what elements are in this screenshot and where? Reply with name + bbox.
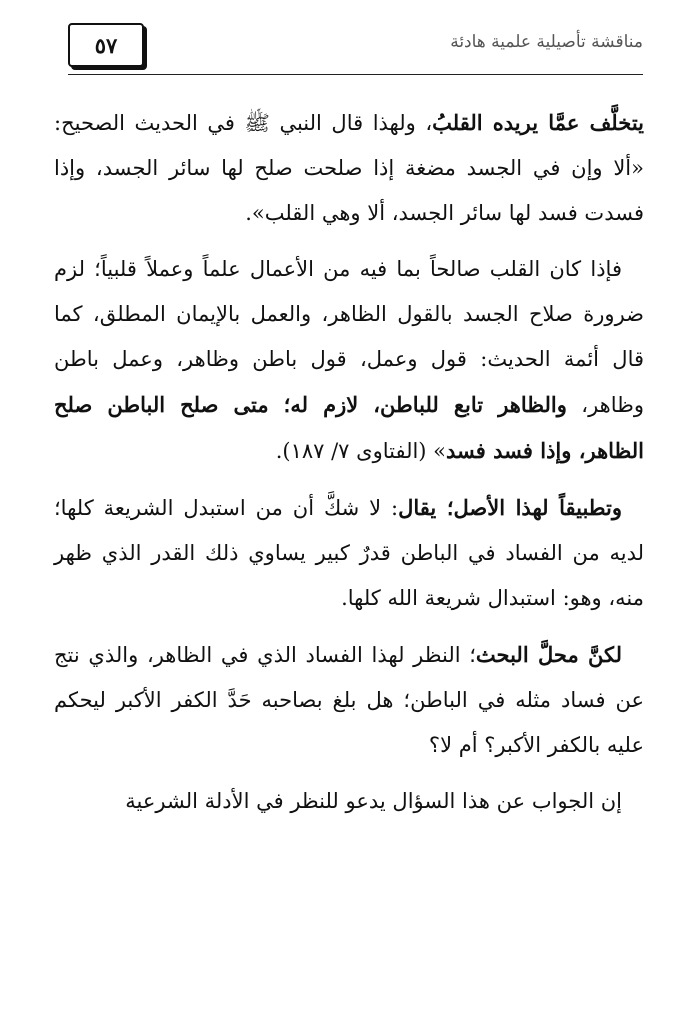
bold-phrase: والظاهر تابع للباطن، لازم له؛ متى صلح الباطن صلح الظاهر، وإذا فسد فسد	[54, 392, 644, 463]
paragraph-text: إن الجواب عن هذا السؤال يدعو للنظر في الأدلة الشرعية	[125, 789, 622, 813]
paragraph-text: : لا شكَّ أن من استبدل الشريعة كلها؛ لديه من الفساد في الباطن قدرٌ كبير يساوي ذلك القدر الذي ظهر منه، وهو: استبدال شريعة الله كلها.	[54, 496, 644, 610]
bold-phrase: يتخلَّف عمَّا يريده القلبُ	[432, 110, 644, 135]
paragraph-2	[54, 247, 644, 474]
paragraph-3	[54, 485, 644, 621]
page-number-box	[68, 23, 144, 67]
bold-phrase: وتطبيقاً لهذا الأصل؛ يقال	[398, 495, 622, 520]
paragraph-1	[54, 100, 644, 236]
paragraph-5	[54, 779, 644, 824]
paragraph-text: » (الفتاوى ٧/ ١٨٧).	[275, 439, 447, 463]
paragraph-text: ، ولهذا قال النبي ﷺ في الحديث الصحيح: «ألا وإن في الجسد مضغة إذا صلحت صلح لها سائر الجسد، وإذا فسدت فسد لها سائر الجسد، ألا وهي القلب».	[54, 111, 644, 225]
running-title: مناقشة تأصيلية علمية هادئة	[450, 32, 643, 52]
body-text	[54, 100, 644, 835]
paragraph-text: ؛ النظر لهذا الفساد الذي في الظاهر، والذي نتج عن فساد مثله في الباطن؛ هل بلغ بصاحبه حَدَّ الكفر الأكبر ليحكم عليه بالكفر الأكبر؟ أم لا؟	[54, 643, 644, 757]
page-number: ٥٧	[94, 32, 118, 58]
paragraph-4	[54, 632, 644, 768]
header-rule	[68, 74, 643, 75]
bold-phrase: لكنَّ محلَّ البحث	[475, 642, 622, 667]
paragraph-text: فإذا كان القلب صالحاً بما فيه من الأعمال علماً وعملاً قلبياً؛ لزم ضرورة صلاح الجسد بالقول الظاهر، والعمل بالإيمان المطلق، كما قال أئمة الحديث: قول وعمل، قول باطن وظاهر، وعمل باطن وظاهر،	[54, 257, 644, 417]
